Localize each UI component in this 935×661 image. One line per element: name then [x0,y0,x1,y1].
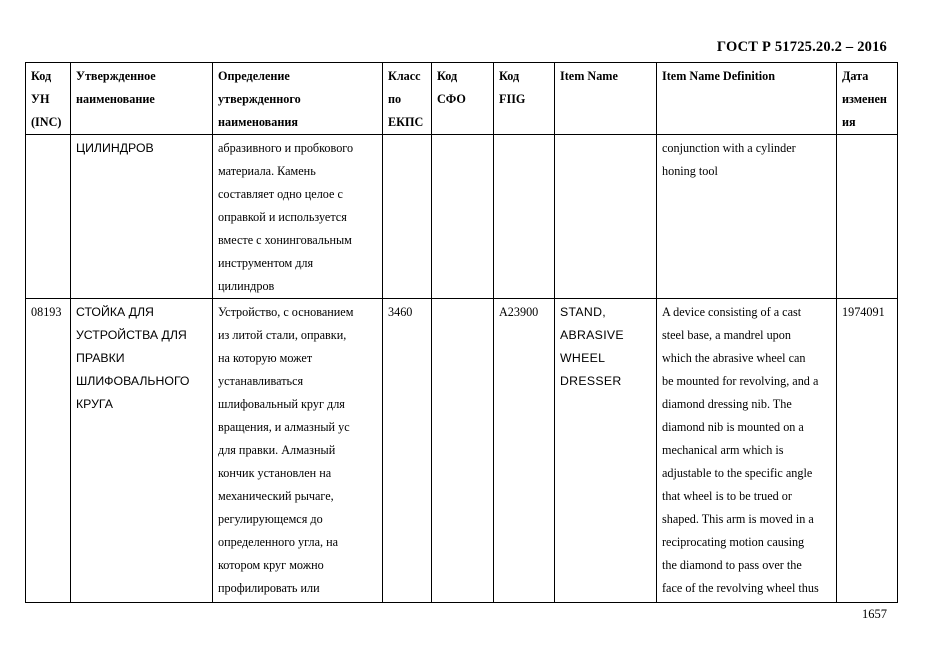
text-line: diamond dressing nib. The [662,397,792,411]
cell-name-ru [71,135,213,299]
text-line: Утвержденное [76,69,156,83]
header-item-name-definition [657,63,837,135]
text-line: кончик установлен на [218,466,332,480]
text-line: FIIG [499,92,526,106]
text-line: СТОЙКА ДЛЯ [76,305,154,319]
text-line: устанавливаться [218,374,304,388]
header-fiig [494,63,555,135]
text-line: WHEEL [560,351,606,365]
text-line: составляет одно целое с [218,187,343,201]
text-line: Код [31,69,52,83]
cell-date [837,299,898,603]
text-line: DRESSER [560,374,622,388]
text-line: ЦИЛИНДРОВ [76,141,154,155]
text-line: Item Name Definition [662,69,776,83]
text-line: Дата [842,69,869,83]
header-approved-name [71,63,213,135]
text-line: для правки. Алмазный [218,443,336,457]
text-line: регулирующемся до [218,512,323,526]
text-line: reciprocating motion causing [662,535,805,549]
table-row [26,135,898,299]
text-line: honing tool [662,164,718,178]
cell-definition-en [657,135,837,299]
text-line: материала. Камень [218,164,316,178]
text-line: определенного угла, на [218,535,339,549]
text-line: 1974091 [842,305,885,319]
header-definition-ru [213,63,383,135]
cell-item-name [555,299,657,603]
text-line: вращения, и алмазный ус [218,420,350,434]
text-line: Код [499,69,520,83]
text-line: утвержденного [218,92,301,106]
text-line: наименование [76,92,155,106]
text-line: УН [31,92,50,106]
text-line: A23900 [499,305,539,319]
text-line: ЕКПС [388,115,424,129]
text-line: the diamond to pass over the [662,558,802,572]
header-date [837,63,898,135]
text-line: цилиндров [218,279,275,293]
text-line: (INC) [31,115,62,129]
text-line: A device consisting of a cast [662,305,802,319]
text-line: КРУГА [76,397,113,411]
text-line: изменен [842,92,887,106]
text-line: СФО [437,92,466,106]
text-line: профилировать или [218,581,320,595]
text-line: вместе с хонинговальным [218,233,352,247]
cell-date [837,135,898,299]
text-line: ПРАВКИ [76,351,125,365]
header-item-name [555,63,657,135]
cell-inc [26,135,71,299]
text-line: котором круг можно [218,558,324,572]
text-line: механический рычаге, [218,489,334,503]
text-line: Item Name [560,69,618,83]
cell-definition-ru [213,299,383,603]
text-line: 3460 [388,305,413,319]
text-line: Устройство, с основанием [218,305,354,319]
cell-item-name [555,135,657,299]
text-line: из литой стали, оправки, [218,328,347,342]
cell-class [383,299,432,603]
text-line: steel base, a mandrel upon [662,328,791,342]
page-number: 1657 [862,607,887,621]
text-line: шлифовальный круг для [218,397,345,411]
text-line: Определение [218,69,290,83]
cell-name-ru [71,299,213,603]
header-sfo [432,63,494,135]
text-line: УСТРОЙСТВА ДЛЯ [76,328,187,342]
cell-fiig [494,135,555,299]
text-line: оправкой и используется [218,210,347,224]
table-row [26,299,898,603]
cell-inc [26,299,71,603]
text-line: which the abrasive wheel can [662,351,806,365]
text-line: face of the revolving wheel thus [662,581,819,595]
header-class [383,63,432,135]
cell-definition-ru [213,135,383,299]
cell-class [383,135,432,299]
text-line: STAND, [560,305,606,319]
document-header: ГОСТ Р 51725.20.2 – 2016 [716,39,887,55]
text-line: Класс [388,69,421,83]
text-line: инструментом для [218,256,314,270]
header-inc [26,63,71,135]
text-line: conjunction with a cylinder [662,141,796,155]
text-line: Код [437,69,458,83]
text-line: shaped. This arm is moved in a [662,512,814,526]
table-header-row [26,63,898,135]
item-names-table [25,62,898,603]
cell-definition-en [657,299,837,603]
text-line: ШЛИФОВАЛЬНОГО [76,374,190,388]
text-line: be mounted for revolving, and a [662,374,819,388]
text-line: mechanical arm which is [662,443,784,457]
text-line: на которую может [218,351,313,365]
cell-sfo [432,135,494,299]
text-line: по [388,92,402,106]
text-line: 08193 [31,305,62,319]
text-line: ABRASIVE [560,328,624,342]
cell-fiig [494,299,555,603]
text-line: diamond nib is mounted on a [662,420,804,434]
text-line: that wheel is to be trued or [662,489,792,503]
text-line: наименования [218,115,298,129]
text-line: adjustable to the specific angle [662,466,813,480]
text-line: ия [842,115,856,129]
text-line: абразивного и пробкового [218,141,354,155]
cell-sfo [432,299,494,603]
